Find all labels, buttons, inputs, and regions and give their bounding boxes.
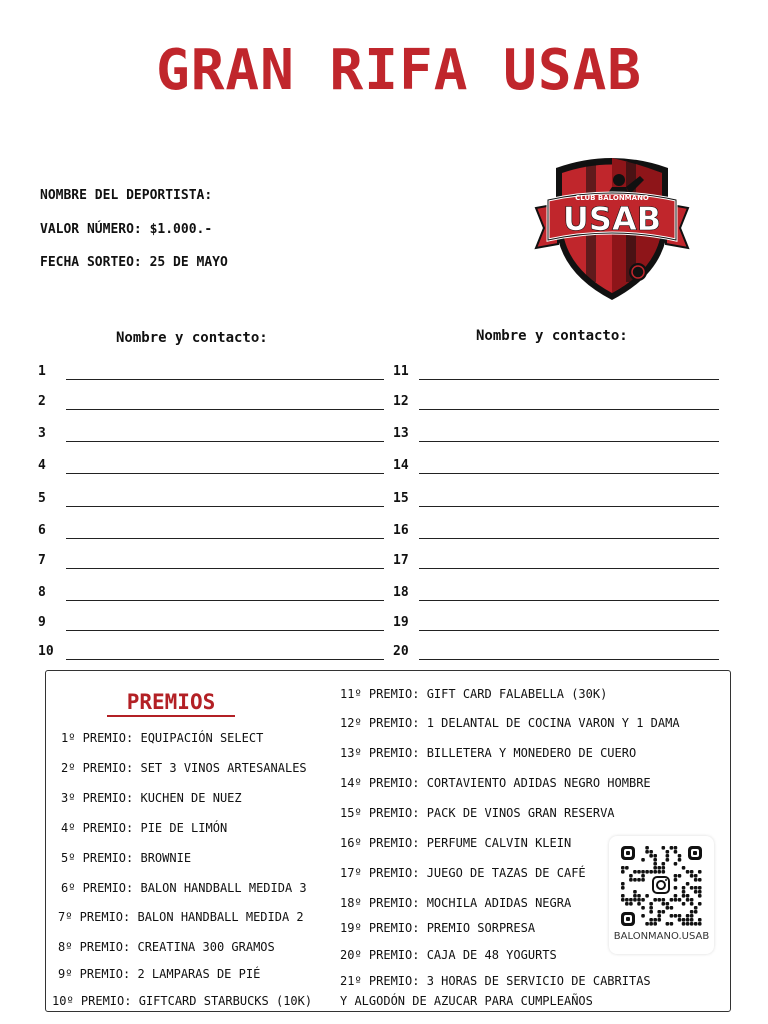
logo-club-text: CLUB BALONMANO bbox=[575, 194, 649, 202]
entry-row[interactable] bbox=[38, 491, 384, 507]
entry-number: 2 bbox=[38, 394, 46, 409]
entry-number: 16 bbox=[393, 523, 409, 538]
instagram-icon bbox=[650, 874, 672, 896]
entry-number: 8 bbox=[38, 585, 46, 600]
prize-item: 6º PREMIO: BALON HANDBALL MEDIDA 3 bbox=[61, 881, 307, 895]
entry-number: 4 bbox=[38, 458, 46, 473]
prize-item: 5º PREMIO: BROWNIE bbox=[61, 851, 192, 865]
club-logo bbox=[526, 154, 698, 302]
prize-item: 4º PREMIO: PIE DE LIMÓN bbox=[61, 821, 228, 835]
entry-number: 13 bbox=[393, 426, 409, 441]
prize-item: 18º PREMIO: MOCHILA ADIDAS NEGRA bbox=[340, 896, 572, 910]
entry-number: 11 bbox=[393, 364, 409, 379]
entry-line[interactable] bbox=[419, 630, 719, 631]
entry-line[interactable] bbox=[66, 568, 384, 569]
ticket-value-label: VALOR NÚMERO: $1.000.- bbox=[40, 222, 213, 237]
entry-row[interactable] bbox=[393, 553, 719, 569]
entry-line[interactable] bbox=[66, 659, 384, 660]
entry-number: 5 bbox=[38, 491, 46, 506]
prize-item: 7º PREMIO: BALON HANDBALL MEDIDA 2 bbox=[58, 910, 304, 924]
entry-line[interactable] bbox=[66, 473, 384, 474]
entry-number: 6 bbox=[38, 523, 46, 538]
entry-row[interactable] bbox=[393, 394, 719, 410]
right-column-header: Nombre y contacto: bbox=[476, 328, 628, 344]
entry-row[interactable] bbox=[38, 458, 384, 474]
prize-item: 21º PREMIO: 3 HORAS DE SERVICIO DE CABRITAS bbox=[340, 974, 651, 988]
entry-row[interactable] bbox=[38, 426, 384, 442]
entry-row[interactable] bbox=[38, 364, 384, 380]
entry-line[interactable] bbox=[66, 441, 384, 442]
entry-number: 1 bbox=[38, 364, 46, 379]
prize-item: 14º PREMIO: CORTAVIENTO ADIDAS NEGRO HOMBRE bbox=[340, 776, 651, 790]
entry-row[interactable] bbox=[393, 426, 719, 442]
entry-line[interactable] bbox=[66, 409, 384, 410]
entry-number: 18 bbox=[393, 585, 409, 600]
entry-row[interactable] bbox=[393, 491, 719, 507]
entry-number: 15 bbox=[393, 491, 409, 506]
entry-line[interactable] bbox=[66, 600, 384, 601]
prize-item: Y ALGODÓN DE AZUCAR PARA CUMPLEAÑOS bbox=[340, 994, 593, 1008]
prize-item: 13º PREMIO: BILLETERA Y MONEDERO DE CUERO bbox=[340, 746, 637, 760]
entry-line[interactable] bbox=[419, 506, 719, 507]
prize-item: 9º PREMIO: 2 LAMPARAS DE PIÉ bbox=[58, 967, 261, 981]
entry-line[interactable] bbox=[419, 409, 719, 410]
draw-date-label: FECHA SORTEO: 25 DE MAYO bbox=[40, 255, 228, 270]
entry-row[interactable] bbox=[393, 364, 719, 380]
entry-row[interactable] bbox=[393, 644, 719, 660]
entry-line[interactable] bbox=[66, 379, 384, 380]
entry-row[interactable] bbox=[38, 553, 384, 569]
logo-club-name: USAB bbox=[562, 200, 662, 238]
entry-line[interactable] bbox=[419, 473, 719, 474]
prize-item: 19º PREMIO: PREMIO SORPRESA bbox=[340, 921, 536, 935]
entry-number: 19 bbox=[393, 615, 409, 630]
athlete-name-label: NOMBRE DEL DEPORTISTA: bbox=[40, 188, 213, 203]
entry-line[interactable] bbox=[419, 538, 719, 539]
prizes-heading: PREMIOS bbox=[107, 690, 235, 717]
entry-row[interactable] bbox=[38, 585, 384, 601]
prize-item: 12º PREMIO: 1 DELANTAL DE COCINA VARON Y 1 DAMA bbox=[340, 716, 680, 730]
prize-item: 15º PREMIO: PACK DE VINOS GRAN RESERVA bbox=[340, 806, 615, 820]
prize-item: 17º PREMIO: JUEGO DE TAZAS DE CAFÉ bbox=[340, 866, 586, 880]
entry-row[interactable] bbox=[393, 458, 719, 474]
entry-line[interactable] bbox=[66, 630, 384, 631]
entry-row[interactable] bbox=[38, 394, 384, 410]
entry-row[interactable] bbox=[38, 615, 384, 631]
entry-row[interactable] bbox=[38, 644, 384, 660]
entry-line[interactable] bbox=[419, 568, 719, 569]
prize-item: 11º PREMIO: GIFT CARD FALABELLA (30K) bbox=[340, 687, 608, 701]
entry-row[interactable] bbox=[393, 615, 719, 631]
entry-line[interactable] bbox=[66, 506, 384, 507]
qr-caption: BALONMANO.USAB bbox=[613, 931, 710, 942]
entry-number: 7 bbox=[38, 553, 46, 568]
entry-line[interactable] bbox=[419, 379, 719, 380]
entry-number: 10 bbox=[38, 644, 54, 659]
entry-number: 9 bbox=[38, 615, 46, 630]
entry-line[interactable] bbox=[419, 659, 719, 660]
entry-row[interactable] bbox=[38, 523, 384, 539]
entry-number: 3 bbox=[38, 426, 46, 441]
prize-item: 8º PREMIO: CREATINA 300 GRAMOS bbox=[58, 940, 275, 954]
prize-item: 16º PREMIO: PERFUME CALVIN KLEIN bbox=[340, 836, 572, 850]
prize-item: 2º PREMIO: SET 3 VINOS ARTESANALES bbox=[61, 761, 307, 775]
page-title: GRAN RIFA USAB bbox=[155, 38, 642, 103]
entry-row[interactable] bbox=[393, 585, 719, 601]
entry-number: 14 bbox=[393, 458, 409, 473]
prize-item: 3º PREMIO: KUCHEN DE NUEZ bbox=[61, 791, 242, 805]
prize-item: 1º PREMIO: EQUIPACIÓN SELECT bbox=[61, 731, 264, 745]
entry-line[interactable] bbox=[419, 441, 719, 442]
entry-line[interactable] bbox=[419, 600, 719, 601]
entry-number: 17 bbox=[393, 553, 409, 568]
entry-row[interactable] bbox=[393, 523, 719, 539]
prize-item: 20º PREMIO: CAJA DE 48 YOGURTS bbox=[340, 948, 557, 962]
entry-number: 12 bbox=[393, 394, 409, 409]
left-column-header: Nombre y contacto: bbox=[116, 330, 268, 346]
entry-number: 20 bbox=[393, 644, 409, 659]
entry-line[interactable] bbox=[66, 538, 384, 539]
prize-item: 10º PREMIO: GIFTCARD STARBUCKS (10K) bbox=[52, 994, 313, 1008]
